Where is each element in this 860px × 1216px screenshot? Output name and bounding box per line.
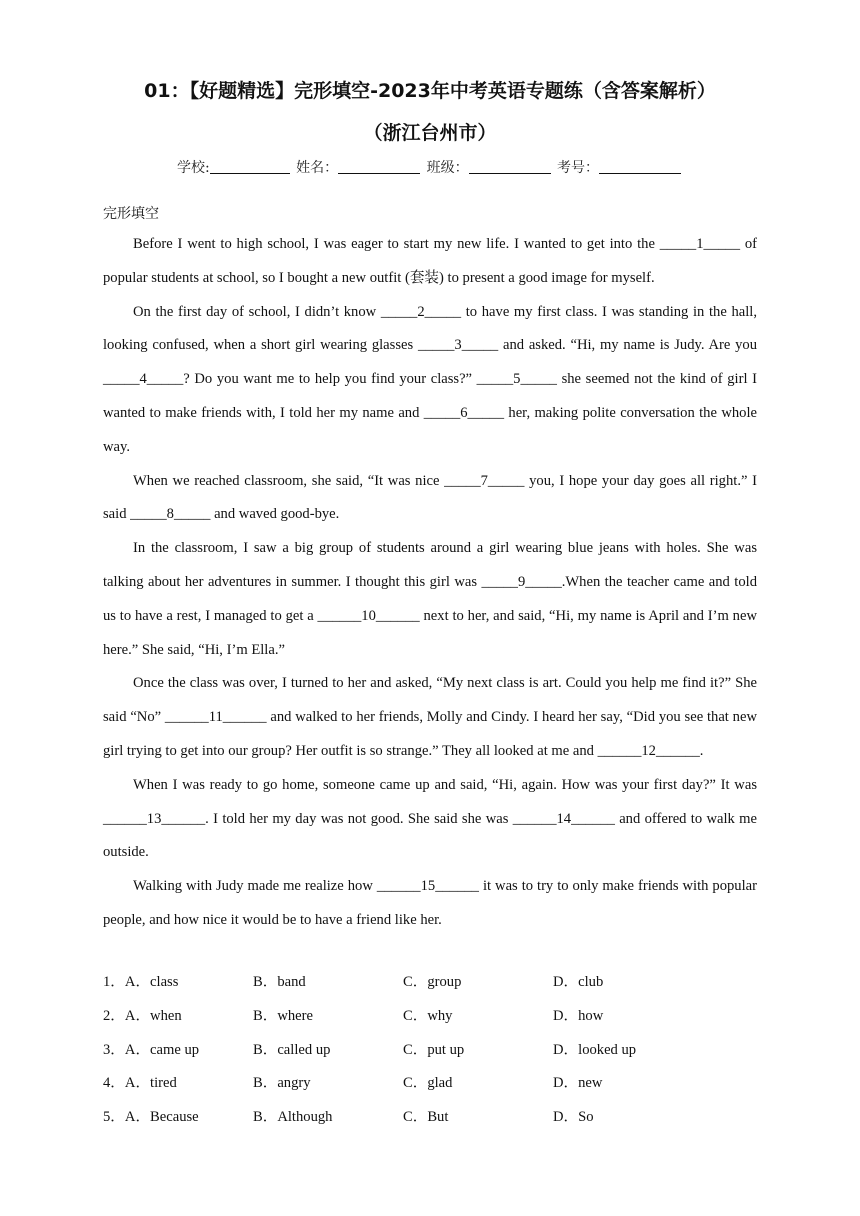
option-a-text: A．came up xyxy=(124,1041,200,1058)
answer-options xyxy=(103,966,757,1135)
option-a xyxy=(103,1101,199,1135)
option-b: B．where xyxy=(253,1007,313,1024)
question-number: 5． xyxy=(103,1109,125,1126)
option-b: B．Although xyxy=(253,1109,333,1126)
section-heading: 完形填空 xyxy=(103,206,159,222)
question-number: 2． xyxy=(103,1007,125,1024)
passage-paragraph: Once the class was over, I turned to her and asked, “My next class is art. Could you help me find it?” She said “No” ______11______ and walked to her friends, Molly and Cindy. I heard her say, “Did you see that new girl trying to get into our group? Her outfit is so strange.” They all looked at me and ______12______. xyxy=(103,675,757,759)
option-d: D．new xyxy=(553,1075,603,1092)
option-d: D．club xyxy=(553,974,604,990)
name-label: 姓名： xyxy=(296,160,339,176)
option-b: B．band xyxy=(253,974,306,990)
option-a-text: A．when xyxy=(124,1007,182,1024)
option-d: D．So xyxy=(553,1109,594,1126)
cloze-passage xyxy=(103,228,757,938)
exam-number-blank xyxy=(599,159,681,174)
option-d: D．looked up xyxy=(553,1041,637,1058)
option-a-text: A．Because xyxy=(124,1109,199,1126)
exam-number-label: 考号： xyxy=(557,160,600,176)
passage-paragraph: In the classroom, I saw a big group of students around a girl wearing blue jeans with holes. She was talking about her adventures in summer. I thought this girl was _____9_____.When the teacher came and told us to have a rest, I managed to get a ______10______ next to her, and said, “Hi, my name is April and I’m new here.” She said, “Hi, I’m Ella.” xyxy=(103,540,757,658)
option-a-text: A．class xyxy=(124,974,179,990)
passage-paragraph: Before I went to high school, I was eager to start my new life. I wanted to get into the _____1_____ of popular students at school, so I bought a new outfit (套装) to present a good image for myself. xyxy=(103,236,757,286)
option-c: C．why xyxy=(403,1007,453,1024)
option-d: D．how xyxy=(553,1007,604,1024)
option-a xyxy=(103,1000,182,1034)
question-row xyxy=(103,1034,757,1068)
option-c: C．glad xyxy=(403,1075,453,1092)
school-blank xyxy=(210,159,290,174)
option-c: C．group xyxy=(403,974,462,990)
class-blank xyxy=(469,159,551,174)
option-b: B．called up xyxy=(253,1041,331,1058)
option-a xyxy=(103,1034,199,1068)
student-info-line xyxy=(0,157,860,177)
passage-paragraph: On the first day of school, I didn’t know _____2_____ to have my first class. I was standing in the hall, looking confused, when a short girl wearing glasses _____3_____ and asked. “Hi, my name is Judy. Are you _____4_____? Do you want me to help you find your class?” _____5_____ she seemed not the kind of girl I wanted to make friends with, I told her my name and _____6_____ her, making polite conversation the whole way. xyxy=(103,303,757,455)
option-a-text: A．tired xyxy=(124,1075,177,1092)
question-number: 1． xyxy=(103,974,125,990)
option-a xyxy=(103,1067,177,1101)
question-number: 4． xyxy=(103,1075,125,1092)
passage-paragraph: Walking with Judy made me realize how ______15______ it was to try to only make friends with popular people, and how nice it would be to have a friend like her. xyxy=(103,878,757,928)
passage-paragraph: When we reached classroom, she said, “It was nice _____7_____ you, I hope your day goes all right.” I said _____8_____ and waved good-bye. xyxy=(103,472,757,523)
class-label: 班级： xyxy=(426,160,469,176)
question-number: 3． xyxy=(103,1041,125,1058)
passage-paragraph: When I was ready to go home, someone came up and said, “Hi, again. How was your first day?” It was ______13______. I told her my day was not good. She said she was ______14______ and offered to walk me outside. xyxy=(103,776,757,861)
school-label: 学校: xyxy=(176,160,210,176)
name-blank xyxy=(338,159,420,174)
option-a xyxy=(103,966,178,1000)
document-subtitle-region: （浙江台州市） xyxy=(363,122,497,144)
question-row xyxy=(103,1000,757,1034)
option-c: C．But xyxy=(403,1109,449,1126)
question-row xyxy=(103,966,757,1000)
question-row xyxy=(103,1067,757,1101)
option-c: C．put up xyxy=(403,1041,465,1058)
document-title: 01：【好题精选】完形填空-2023年中考英语专题练（含答案解析） xyxy=(144,80,716,102)
question-row xyxy=(103,1101,757,1135)
option-b: B．angry xyxy=(253,1075,311,1092)
